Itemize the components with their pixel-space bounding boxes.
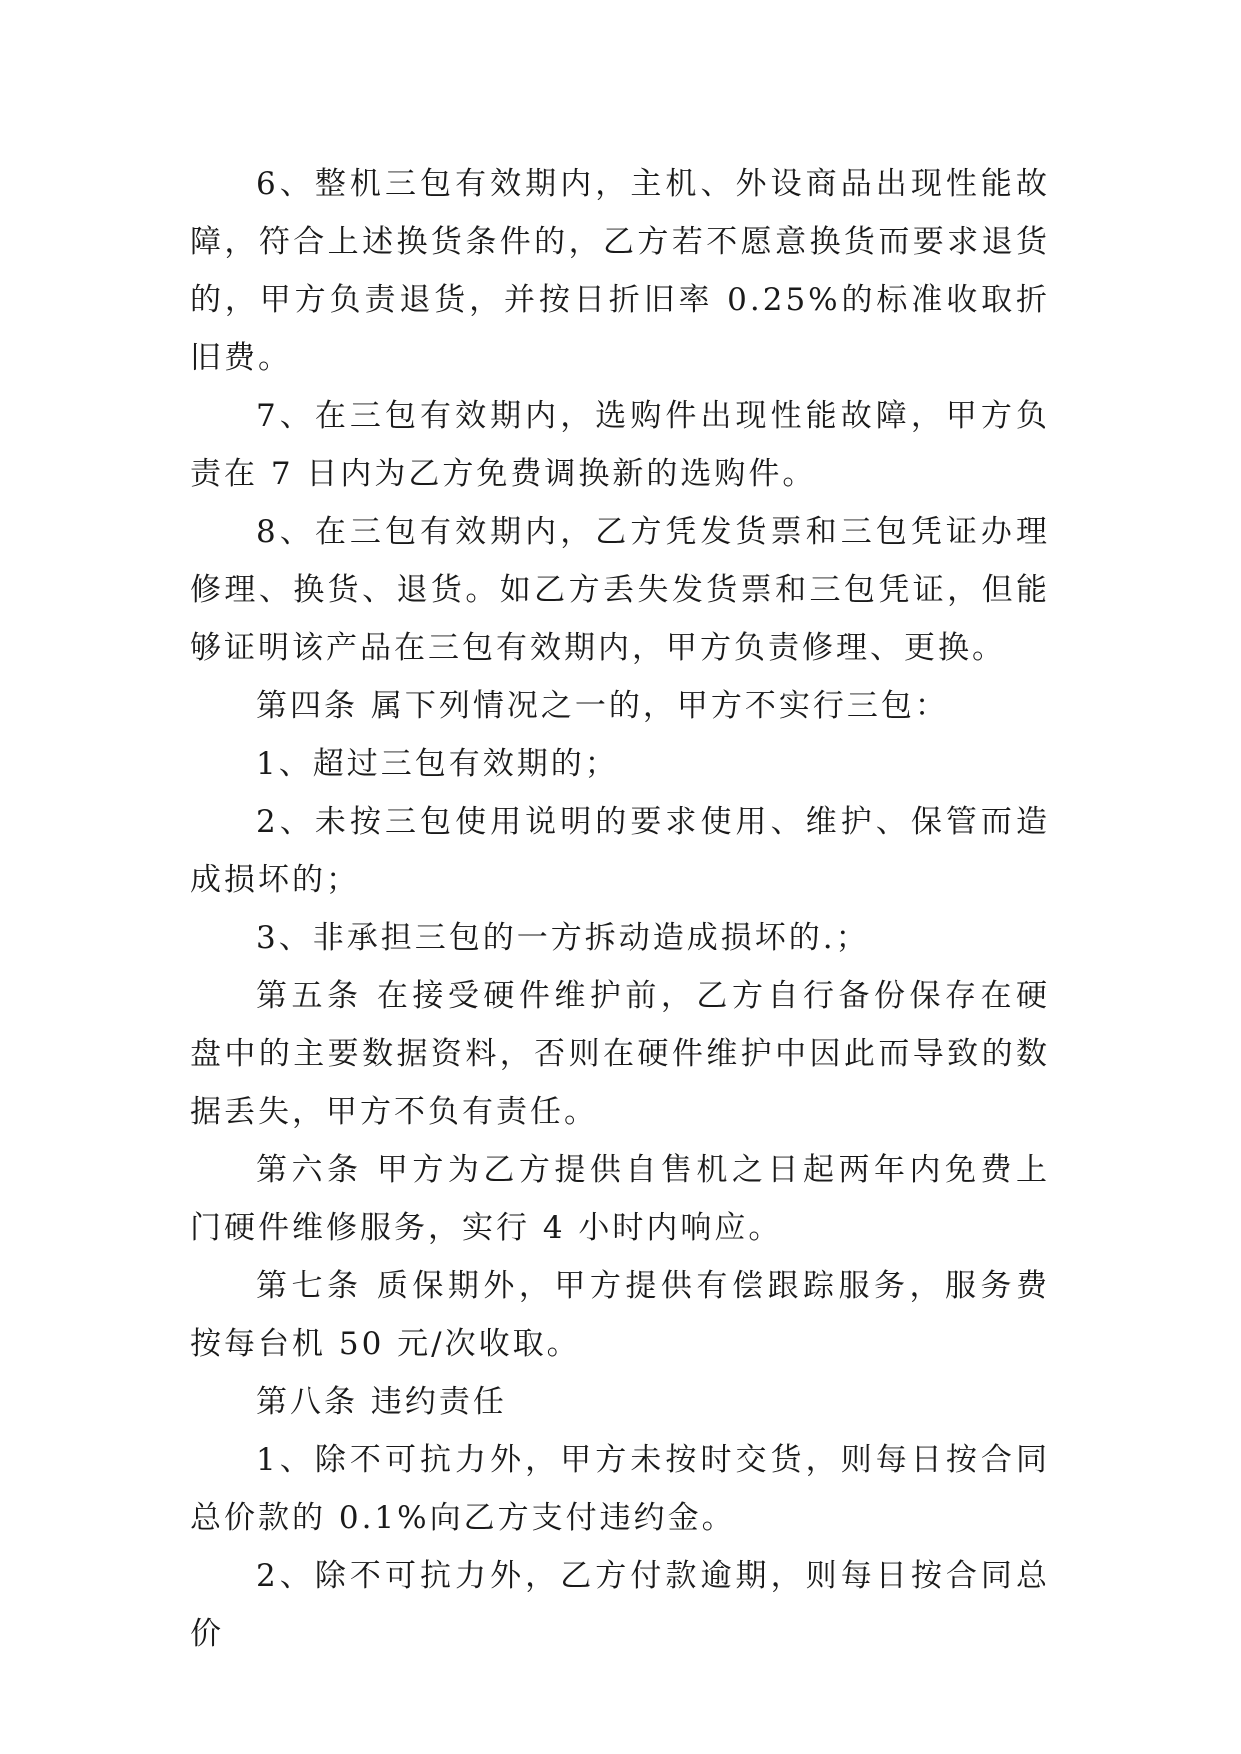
- article-8-item-2: 2、除不可抗力外，乙方付款逾期，则每日按合同总价: [190, 1558, 1050, 1652]
- paragraph-item-7: 7、在三包有效期内，选购件出现性能故障，甲方负责在 7 日内为乙方免费调换新的选购件。: [190, 398, 1050, 492]
- paragraph-item-6: 6、整机三包有效期内，主机、外设商品出现性能故障，符合上述换货条件的，乙方若不愿意换货而要求退货的，甲方负责退货，并按日折旧率 0.25%的标准收取折旧费。: [190, 166, 1050, 376]
- article-4-item-1: 1、超过三包有效期的；: [256, 746, 619, 782]
- article-8-heading: 第八条 违约责任: [256, 1384, 507, 1420]
- article-8-item-1: 1、除不可抗力外，甲方未按时交货，则每日按合同总价款的 0.1%向乙方支付违约金。: [190, 1442, 1050, 1536]
- article-4-item-2: 2、未按三包使用说明的要求使用、维护、保管而造成损坏的；: [190, 804, 1050, 898]
- document-body: [190, 155, 1050, 1663]
- article-5: 第五条 在接受硬件维护前，乙方自行备份保存在硬盘中的主要数据资料，否则在硬件维护中因此而导致的数据丢失，甲方不负有责任。: [190, 978, 1050, 1130]
- paragraph-item-8: 8、在三包有效期内，乙方凭发货票和三包凭证办理修理、换货、退货。如乙方丢失发货票和三包凭证，但能够证明该产品在三包有效期内，甲方负责修理、更换。: [190, 514, 1050, 666]
- article-6: 第六条 甲方为乙方提供自售机之日起两年内免费上门硬件维修服务，实行 4 小时内响应。: [190, 1152, 1050, 1246]
- article-4-heading: 第四条 属下列情况之一的，甲方不实行三包：: [256, 688, 949, 724]
- article-7: 第七条 质保期外，甲方提供有偿跟踪服务，服务费按每台机 50 元/次收取。: [190, 1268, 1050, 1362]
- article-4-item-3: 3、非承担三包的一方拆动造成损坏的.；: [256, 920, 870, 956]
